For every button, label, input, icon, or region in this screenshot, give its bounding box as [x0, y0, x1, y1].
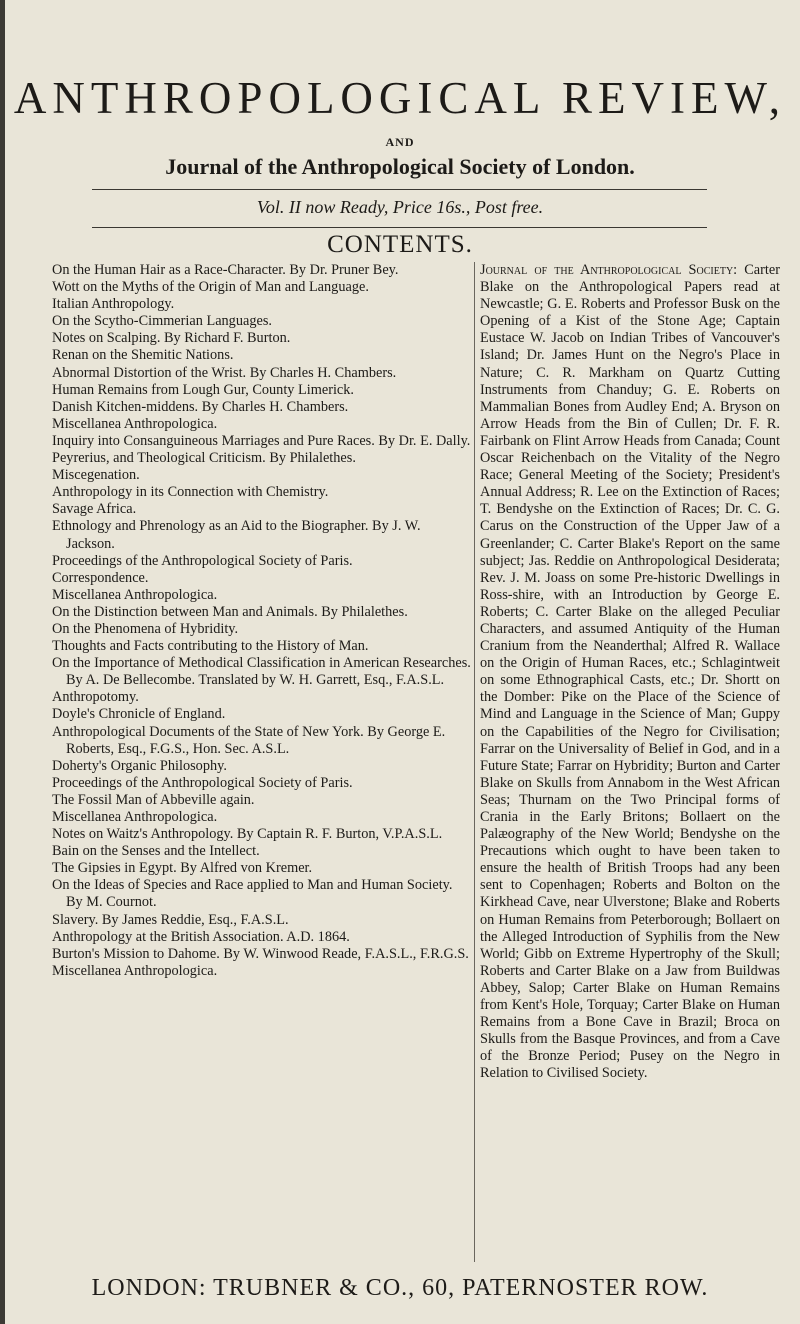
contents-entry: Slavery. By James Reddie, Esq., F.A.S.L. [52, 911, 289, 928]
contents-entry: Savage Africa. [52, 501, 137, 518]
contents-left-column [52, 262, 472, 980]
contents-entry: Anthropology at the British Association. A.D. 1864. [52, 928, 350, 945]
contents-entry: On the Ideas of Species and Race applied to Man and Human Society. By M. Cournot. [52, 877, 453, 911]
volume-price-line: Vol. II now Ready, Price 16s., Post free. [256, 197, 544, 217]
contents-entry: Doyle's Chronicle of England. [52, 706, 226, 723]
contents-entry: The Fossil Man of Abbeville again. [52, 791, 255, 808]
contents-heading: CONTENTS. [327, 231, 473, 258]
journal-title: Journal of the Anthropological Society of London. [165, 154, 635, 179]
contents-entry: The Gipsies in Egypt. By Alfred von Kremer. [52, 860, 313, 877]
contents-entry: Notes on Waitz's Anthropology. By Captain R. F. Burton, V.P.A.S.L. [52, 826, 443, 843]
contents-entry: Abnormal Distortion of the Wrist. By Charles H. Chambers. [52, 364, 397, 381]
contents-entry: Bain on the Senses and the Intellect. [52, 843, 260, 860]
contents-entry: Renan on the Shemitic Nations. [52, 347, 234, 364]
journal-section-heading: Journal of the Anthropological Society: [480, 262, 738, 278]
contents-entry: Peyrerius, and Theological Criticism. By Philalethes. [52, 450, 356, 467]
contents-entry: Miscellanea Anthropologica. [52, 962, 218, 979]
contents-entry: Human Remains from Lough Gur, County Limerick. [52, 381, 354, 398]
column-divider [474, 262, 475, 1262]
top-rule [92, 189, 707, 190]
and-connector: AND [385, 135, 415, 149]
contents-entry: On the Distinction between Man and Animals. By Philalethes. [52, 603, 408, 620]
publisher-line: LONDON: TRUBNER & CO., 60, PATERNOSTER ROW. [91, 1275, 709, 1301]
contents-entry: On the Importance of Methodical Classification in American Researches. By A. De Bellecombe. Translated by W. H. Garrett, Esq., F.A.S.L. [52, 655, 471, 689]
contents-entry: Correspondence. [52, 569, 149, 586]
contents-entry: Proceedings of the Anthropological Society of Paris. [52, 552, 353, 569]
review-title: ANTHROPOLOGICAL REVIEW, [13, 73, 787, 123]
contents-entry: Ethnology and Phrenology as an Aid to the Biographer. By J. W. Jackson. [52, 518, 421, 552]
contents-entry: Anthropology in its Connection with Chemistry. [52, 484, 329, 501]
contents-entry: Anthropotomy. [52, 689, 139, 706]
contents-entry: Doherty's Organic Philosophy. [52, 757, 227, 774]
journal-section-text: Carter Blake on the Anthropological Papers read at Newcastle; G. E. Roberts and Professor Busk on the Opening of a Kist of the Stone Age; Captain Eustace W. Jacob on Indian Tribes of Vancouver's Island; Dr. James Hunt on the Negro's Place in Nature; C. R. Markham on Quartz Cutting Instruments from Chanduy; G. E. Roberts on Mammalian Bones from Audley End; A. Bryson on Arrow Heads from the Bin of Cullen; Dr. F. R. Fairbank on Flint Arrow Heads from Canada; Count Oscar Reichenbach on the Vitality of the Negro Race; General Meeting of the Society; President's Annual Address; R. Lee on the Extinction of Races; T. Bendyshe on the Extinction of Races; Dr. C. G. Carus on the Construction of the Upper Jaw of a Greenlander; C. Carter Blake's Report on the same subject; Jas. Reddie on Anthropological Desiderata; Rev. J. M. Joass on some Pre-historic Dwellings in Ross-shire, with an Introduction by George E. Roberts; C. Carter Blake on the alleged Peculiar Characters, and assumed Antiquity of the Human Cranium from the Neanderthal; Alfred R. Wallace on the Origin of Human Races, etc.; Schlagintweit on some Ethnographical Casts, etc.; Dr. Shortt on the Domber: Pike on the Place of the Science of Mind and Language in the Science of Man; Guppy on the Capabilities of the Negro for Civilisation; Farrar on the Universality of Belief in God, and in a Future State; Farrar on Hybridity; Burton and Carter Blake on Skulls from Annabom in the West African Seas; Thurnam on the Two Principal forms of Crania in the Early Britons; Bollaert on the Palæography of the New World; Bendyshe on the Precautions which ought to have been taken to ensure the health of British Troops had any been sent to Copenhagen; Roberts and Bolton on the Kirkhead Cave, near Ulverstone; Blake and Roberts on Human Remains from Peterborough; Bollaert on the Alleged Introduction of Syphilis from the New World; Gibb on Extreme Hypertrophy of the Skull; Roberts and Carter Blake on a Jaw from Buildwas Abbey, Salop; Carter Blake on Human Remains from Kent's Hole, Torquay; Carter Blake on Human Remains from a Bone Cave in Brazil; Broca on Skulls from the Basque Provinces, and from a Cave of the Bronze Period; Pusey on the Negro in Relation to Civilised Society. [480, 262, 780, 1082]
contents-entry: On the Human Hair as a Race-Character. By Dr. Pruner Bey. [52, 262, 399, 278]
contents-entry: Miscellanea Anthropologica. [52, 586, 218, 603]
contents-entry: Notes on Scalping. By Richard F. Burton. [52, 330, 291, 347]
contents-entry: Miscellanea Anthropologica. [52, 809, 218, 825]
contents-entry: Thoughts and Facts contributing to the History of Man. [52, 638, 369, 655]
contents-entry: Inquiry into Consanguineous Marriages and Pure Races. By Dr. E. Dally. [52, 432, 471, 449]
contents-entry: Miscellanea Anthropologica. [52, 415, 218, 432]
contents-entry: Proceedings of the Anthropological Society of Paris. [52, 774, 353, 791]
contents-entry: On the Phenomena of Hybridity. [52, 620, 239, 637]
contents-entry: Anthropological Documents of the State of New York. By George E. Roberts, Esq., F.G.S., Hon. Sec. A.S.L. [52, 723, 446, 757]
contents-entry: On the Scytho-Cimmerian Languages. [52, 313, 272, 330]
contents-entry: Miscegenation. [52, 467, 140, 484]
contents-entry: Burton's Mission to Dahome. By W. Winwood Reade, F.A.S.L., F.R.G.S. [52, 945, 469, 962]
contents-entry: Wott on the Myths of the Origin of Man and Language. [52, 279, 369, 296]
contents-entry: Danish Kitchen-middens. By Charles H. Chambers. [52, 398, 349, 415]
contents-entry: Italian Anthropology. [52, 296, 175, 313]
bottom-rule [92, 227, 707, 228]
contents-right-column [480, 262, 780, 1083]
